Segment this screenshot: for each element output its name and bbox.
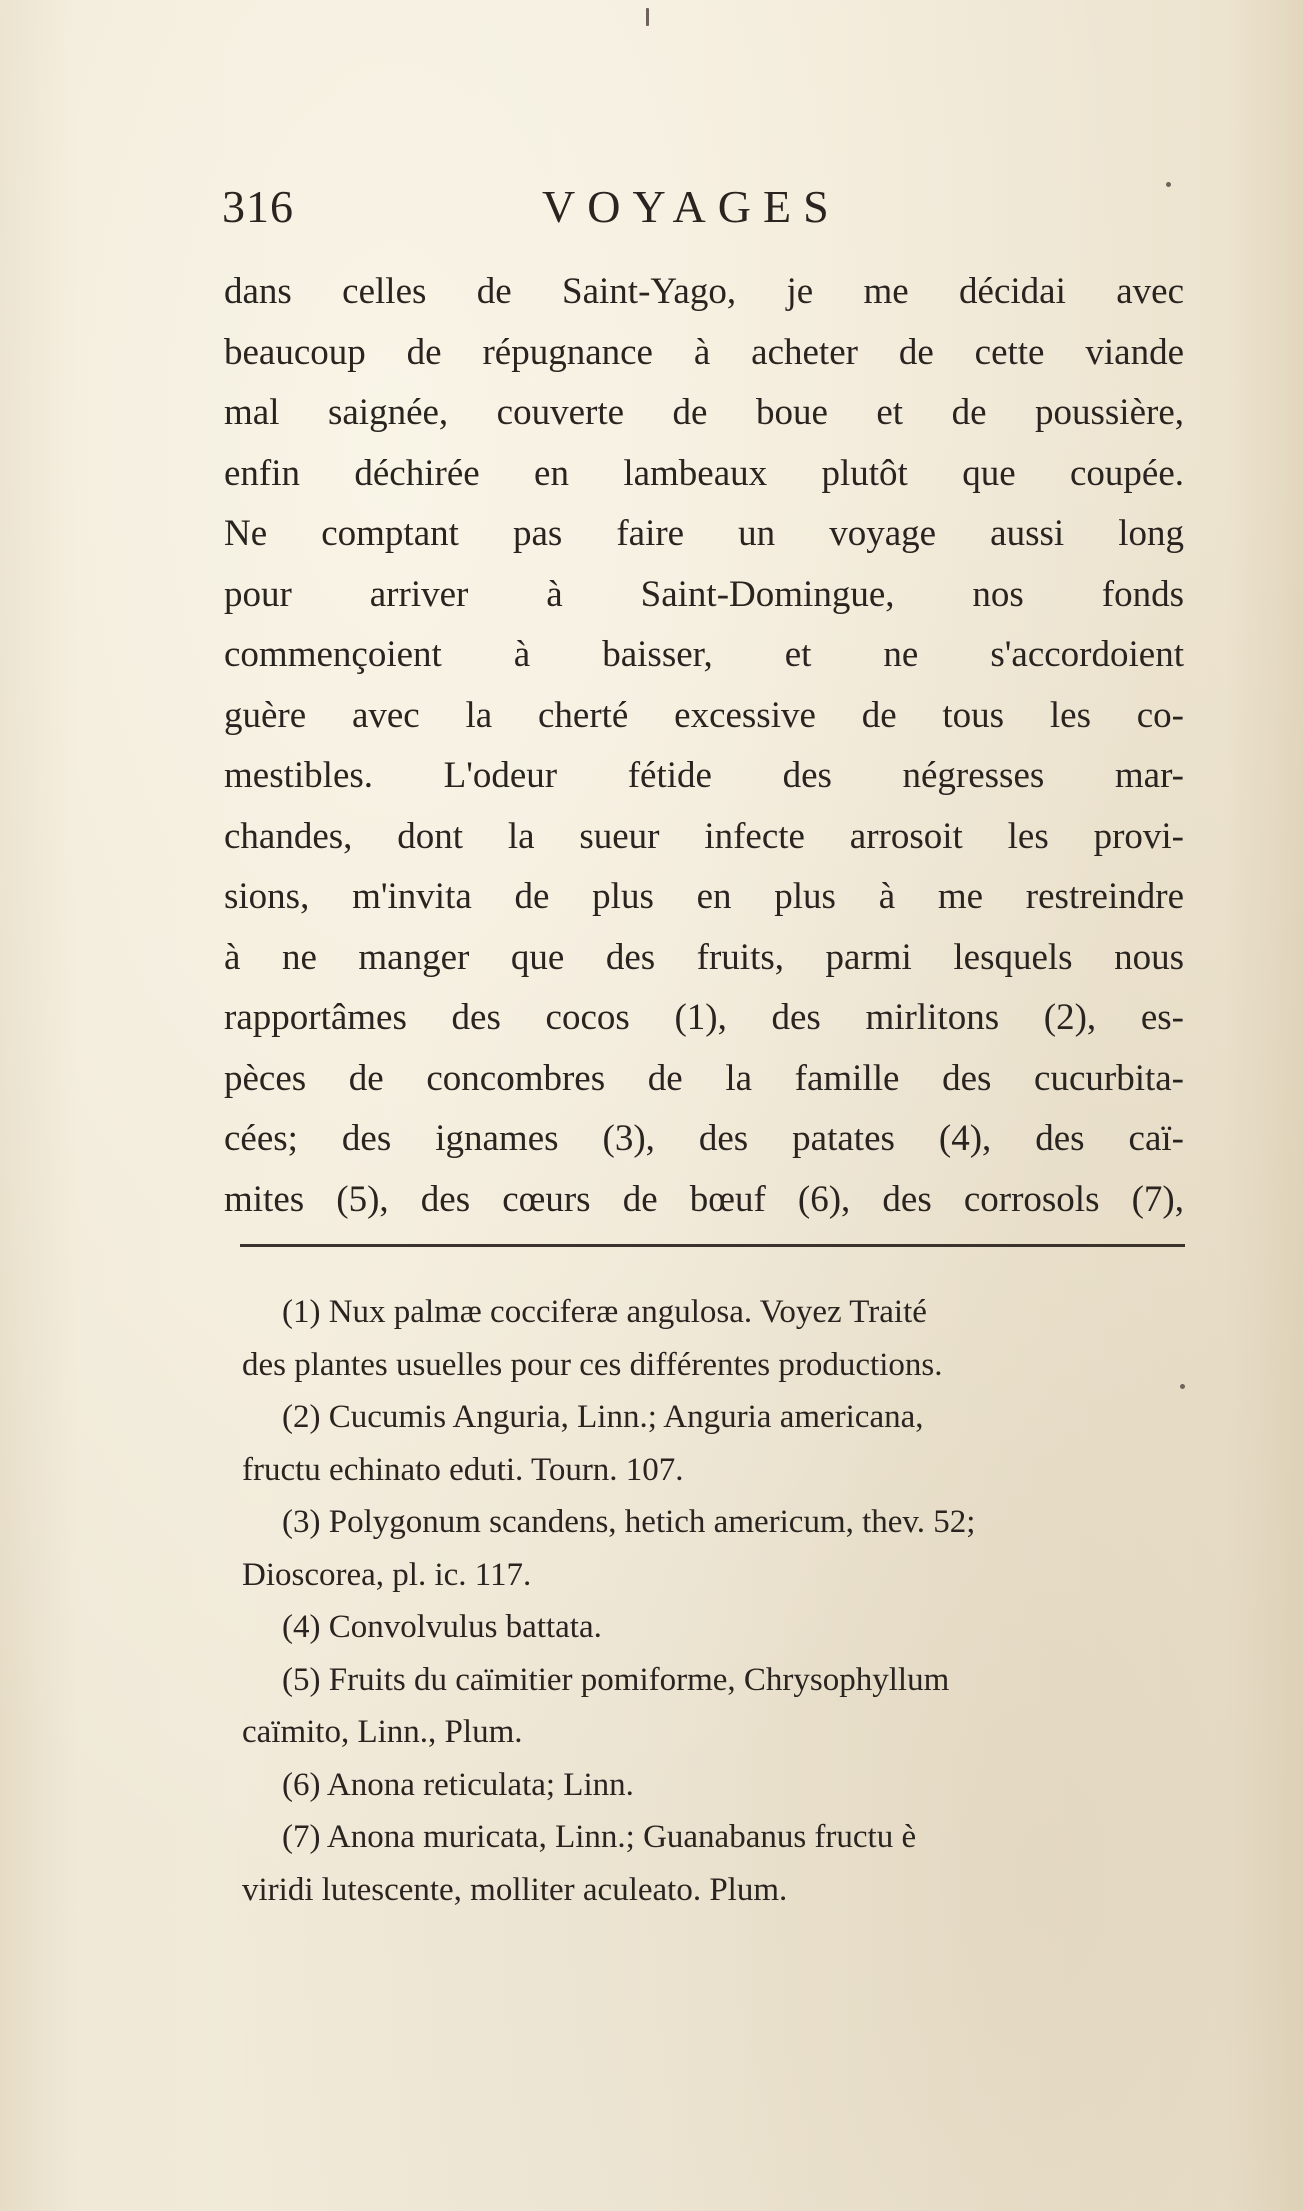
body-line: guère avec la cherté excessive de tous les co- [224, 694, 1184, 736]
body-line: Ne comptant pas faire un voyage aussi long [224, 513, 1184, 554]
body-line: beaucoup de répugnance à acheter de cette viande [224, 331, 1184, 373]
ink-speck [1166, 182, 1171, 187]
body-line: mestibles. L'odeur fétide des négresses mar- [224, 755, 1184, 796]
body-line: cées; des ignames (3), des patates (4), des caï- [224, 1118, 1184, 1159]
body-line: enfin déchirée en lambeaux plutôt que coupée. [224, 452, 1184, 494]
body-text [224, 262, 1184, 1230]
footnote-line: (3) Polygonum scandens, hetich americum, thev. 52; [282, 1504, 976, 1540]
body-line: pour arriver à Saint-Domingue, nos fonds [224, 573, 1184, 615]
body-line: chandes, dont la sueur infecte arrosoit les provi- [224, 815, 1184, 857]
footnote-line: (2) Cucumis Anguria, Linn.; Anguria americana, [282, 1399, 924, 1435]
footnote-line: Dioscorea, pl. ic. 117. [242, 1556, 532, 1593]
body-line: pèces de concombres de la famille des cucurbita- [224, 1057, 1184, 1099]
footnote-line: viridi lutescente, molliter aculeato. Plum. [242, 1871, 788, 1908]
footnotes [236, 1286, 1202, 1916]
footnote-line: (7) Anona muricata, Linn.; Guanabanus fructu è [282, 1819, 917, 1855]
footnote-line: (1) Nux palmæ cocciferæ angulosa. Voyez Traité [282, 1294, 927, 1330]
body-line: mites (5), des cœurs de bœuf (6), des corrosols (7), [224, 1178, 1184, 1220]
footnote-line: des plantes usuelles pour ces différentes productions. [242, 1346, 943, 1383]
body-line: à ne manger que des fruits, parmi lesquels nous [224, 936, 1184, 978]
body-line: dans celles de Saint-Yago, je me décidai avec [224, 271, 1184, 312]
footnote-line: (4) Convolvulus battata. [282, 1609, 602, 1645]
body-line: rapportâmes des cocos (1), des mirlitons (2), es- [224, 997, 1184, 1038]
page-number: 316 [222, 181, 294, 232]
page-header [222, 180, 1182, 240]
footnote-line: (5) Fruits du caïmitier pomiforme, Chrysophyllum [282, 1661, 950, 1698]
footnote-rule [240, 1244, 1185, 1247]
body-line: mal saignée, couverte de boue et de poussière, [224, 392, 1184, 433]
body-line: sions, m'invita de plus en plus à me restreindre [224, 876, 1184, 917]
ink-speck [646, 8, 649, 26]
body-line: commençoient à baisser, et ne s'accordoient [224, 634, 1184, 675]
running-title: VOYAGES [542, 181, 841, 232]
footnote-line: caïmito, Linn., Plum. [242, 1714, 523, 1750]
footnote-line: (6) Anona reticulata; Linn. [282, 1766, 634, 1803]
footnote-line: fructu echinato eduti. Tourn. 107. [242, 1451, 684, 1488]
ink-speck [1180, 1384, 1185, 1389]
